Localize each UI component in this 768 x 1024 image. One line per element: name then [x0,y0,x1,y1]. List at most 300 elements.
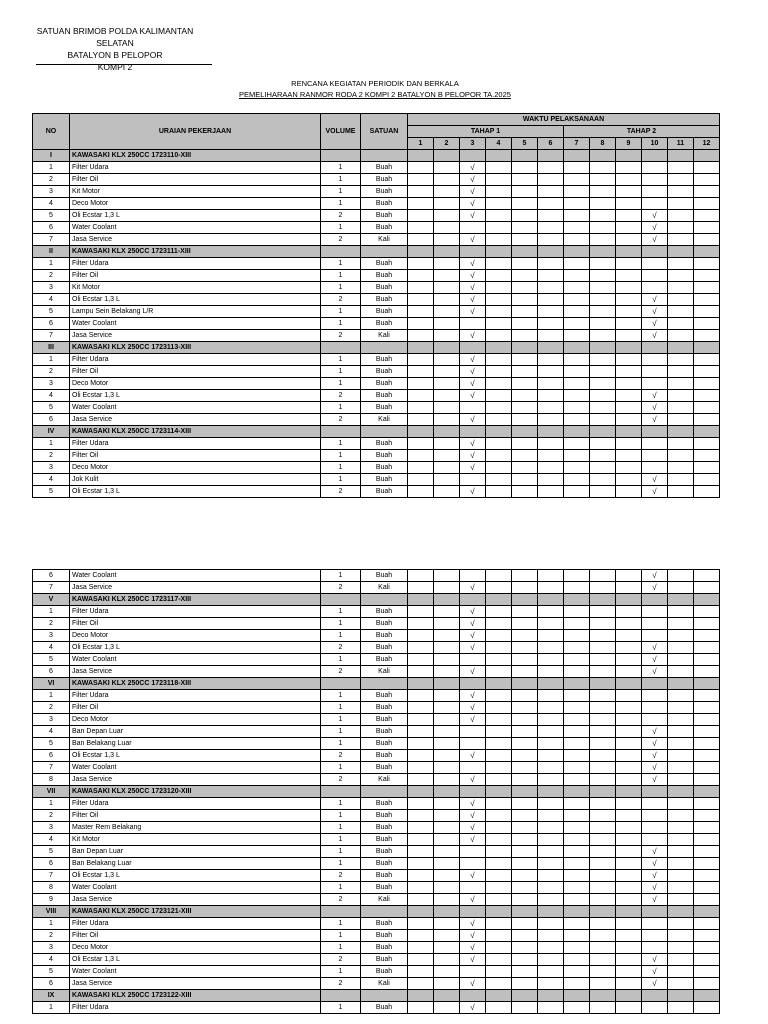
item-number: 7 [33,762,70,774]
month-cell-2 [434,630,460,642]
month-cell-6 [538,822,564,834]
check-mark-month-10: √ [642,330,668,342]
item-description: Filter Udara [70,798,321,810]
empty-cell [460,678,486,690]
empty-cell [590,150,616,162]
month-cell-1 [408,654,434,666]
month-cell-1 [408,978,434,990]
month-cell-2 [434,774,460,786]
empty-cell [321,342,361,354]
month-cell-4 [486,1002,512,1014]
month-cell-1 [408,198,434,210]
month-cell-2 [434,366,460,378]
month-cell-12 [694,666,720,678]
item-description: Filter Udara [70,162,321,174]
check-mark-month-10: √ [642,774,668,786]
check-mark-month-3: √ [460,918,486,930]
month-cell-12 [694,642,720,654]
empty-cell [590,786,616,798]
month-cell-3 [460,222,486,234]
month-cell-4 [486,942,512,954]
month-cell-11 [668,870,694,882]
month-cell-4 [486,714,512,726]
month-cell-10 [642,258,668,270]
month-cell-2 [434,870,460,882]
table-row [33,666,720,678]
item-unit: Buah [361,858,408,870]
month-cell-1 [408,918,434,930]
item-number: 5 [33,306,70,318]
item-number: 6 [33,222,70,234]
item-number: 7 [33,870,70,882]
month-cell-9 [616,870,642,882]
month-cell-1 [408,618,434,630]
empty-cell [564,594,590,606]
item-unit: Buah [361,486,408,498]
item-unit: Buah [361,474,408,486]
check-mark-month-3: √ [460,954,486,966]
month-cell-8 [590,366,616,378]
month-cell-2 [434,282,460,294]
month-cell-9 [616,390,642,402]
item-volume: 2 [321,666,361,678]
item-volume: 1 [321,1002,361,1014]
month-cell-6 [538,282,564,294]
empty-cell [408,594,434,606]
item-description: Filter Oil [70,810,321,822]
month-cell-9 [616,198,642,210]
month-cell-9 [616,378,642,390]
item-description: Jasa Service [70,582,321,594]
month-cell-11 [668,918,694,930]
item-number: 4 [33,294,70,306]
item-description: Ban Belakang Luar [70,858,321,870]
empty-cell [486,594,512,606]
table-row [33,702,720,714]
check-mark-month-3: √ [460,630,486,642]
month-cell-5 [512,366,538,378]
month-cell-8 [590,798,616,810]
month-cell-6 [538,438,564,450]
item-description: Jok Kulit [70,474,321,486]
empty-cell [486,342,512,354]
month-cell-1 [408,882,434,894]
section-vehicle-name: KAWASAKI KLX 250CC 1723118-XIII [70,678,321,690]
month-cell-7 [564,738,590,750]
item-volume: 1 [321,834,361,846]
month-cell-9 [616,750,642,762]
month-cell-6 [538,318,564,330]
item-unit: Buah [361,942,408,954]
item-number: 6 [33,858,70,870]
table-row [33,438,720,450]
item-description: Deco Motor [70,198,321,210]
month-cell-4 [486,186,512,198]
item-number: 6 [33,318,70,330]
month-cell-11 [668,714,694,726]
item-unit: Buah [361,606,408,618]
table-row [33,966,720,978]
month-cell-11 [668,834,694,846]
item-description: Water Coolant [70,318,321,330]
month-cell-12 [694,582,720,594]
month-cell-5 [512,402,538,414]
month-cell-1 [408,702,434,714]
month-cell-2 [434,822,460,834]
month-cell-8 [590,774,616,786]
item-volume: 1 [321,306,361,318]
item-description: Water Coolant [70,570,321,582]
month-cell-5 [512,186,538,198]
month-cell-2 [434,654,460,666]
section-row [33,246,720,258]
empty-cell [486,426,512,438]
item-unit: Buah [361,798,408,810]
item-volume: 2 [321,390,361,402]
month-cell-7 [564,330,590,342]
month-cell-10 [642,354,668,366]
month-cell-12 [694,870,720,882]
month-cell-9 [616,282,642,294]
empty-cell [616,594,642,606]
month-cell-10 [642,798,668,810]
month-header-7: 7 [564,138,590,150]
month-cell-6 [538,582,564,594]
check-mark-month-3: √ [460,174,486,186]
empty-cell [434,246,460,258]
col-volume-header: VOLUME [321,114,361,150]
empty-cell [694,342,720,354]
item-unit: Buah [361,618,408,630]
month-cell-11 [668,258,694,270]
month-cell-2 [434,270,460,282]
month-cell-8 [590,978,616,990]
month-cell-5 [512,162,538,174]
month-cell-8 [590,822,616,834]
item-unit: Buah [361,690,408,702]
check-mark-month-10: √ [642,210,668,222]
table-row [33,390,720,402]
month-cell-2 [434,954,460,966]
month-cell-6 [538,294,564,306]
month-cell-4 [486,282,512,294]
org-underline [36,64,212,65]
item-description: Jasa Service [70,978,321,990]
empty-cell [434,594,460,606]
month-cell-8 [590,582,616,594]
empty-cell [590,678,616,690]
empty-cell [564,906,590,918]
check-mark-month-10: √ [642,954,668,966]
check-mark-month-3: √ [460,870,486,882]
month-cell-8 [590,942,616,954]
month-cell-5 [512,690,538,702]
empty-cell [361,150,408,162]
month-cell-1 [408,366,434,378]
month-cell-8 [590,438,616,450]
check-mark-month-3: √ [460,690,486,702]
month-cell-7 [564,726,590,738]
table-row [33,714,720,726]
item-description: Filter Oil [70,618,321,630]
empty-cell [408,906,434,918]
month-cell-12 [694,966,720,978]
month-cell-9 [616,822,642,834]
month-cell-9 [616,774,642,786]
item-unit: Buah [361,702,408,714]
month-cell-9 [616,954,642,966]
month-cell-4 [486,726,512,738]
month-cell-4 [486,834,512,846]
empty-cell [408,990,434,1002]
month-cell-4 [486,306,512,318]
month-cell-12 [694,234,720,246]
table-row [33,414,720,426]
month-cell-10 [642,810,668,822]
month-header-1: 1 [408,138,434,150]
check-mark-month-3: √ [460,486,486,498]
check-mark-month-3: √ [460,366,486,378]
month-cell-9 [616,318,642,330]
month-cell-5 [512,174,538,186]
month-cell-6 [538,798,564,810]
table-row [33,366,720,378]
month-cell-3 [460,318,486,330]
month-cell-5 [512,714,538,726]
month-cell-12 [694,894,720,906]
empty-cell [434,786,460,798]
table-row [33,882,720,894]
section-vehicle-name: KAWASAKI KLX 250CC 1723113-XIII [70,342,321,354]
month-cell-9 [616,570,642,582]
month-cell-11 [668,570,694,582]
item-description: Filter Udara [70,918,321,930]
month-cell-1 [408,318,434,330]
month-cell-4 [486,222,512,234]
item-number: 3 [33,630,70,642]
month-cell-11 [668,294,694,306]
month-cell-5 [512,474,538,486]
item-volume: 1 [321,762,361,774]
item-unit: Buah [361,726,408,738]
check-mark-month-3: √ [460,750,486,762]
month-cell-7 [564,450,590,462]
col-waktu-header: WAKTU PELAKSANAAN [408,114,720,126]
check-mark-month-10: √ [642,402,668,414]
item-number: 4 [33,474,70,486]
item-volume: 2 [321,978,361,990]
check-mark-month-10: √ [642,486,668,498]
table-row [33,354,720,366]
empty-cell [361,594,408,606]
month-cell-4 [486,774,512,786]
month-cell-1 [408,954,434,966]
section-number: VII [33,786,70,798]
item-description: Deco Motor [70,714,321,726]
item-description: Oli Ecstar 1,3 L [70,390,321,402]
month-cell-5 [512,918,538,930]
month-cell-11 [668,486,694,498]
month-cell-8 [590,846,616,858]
section-vehicle-name: KAWASAKI KLX 250CC 1723121-XIII [70,906,321,918]
month-cell-1 [408,162,434,174]
item-volume: 1 [321,630,361,642]
month-cell-4 [486,162,512,174]
month-cell-3 [460,654,486,666]
month-cell-8 [590,198,616,210]
month-cell-8 [590,354,616,366]
month-cell-5 [512,750,538,762]
section-vehicle-name: KAWASAKI KLX 250CC 1723114-XIII [70,426,321,438]
month-cell-8 [590,966,616,978]
month-cell-11 [668,378,694,390]
item-unit: Buah [361,930,408,942]
empty-cell [460,426,486,438]
month-cell-12 [694,858,720,870]
month-cell-11 [668,234,694,246]
empty-cell [590,342,616,354]
month-cell-9 [616,402,642,414]
month-cell-4 [486,690,512,702]
month-cell-9 [616,174,642,186]
empty-cell [694,426,720,438]
org-line-2: BATALYON B PELOPOR [67,50,163,60]
month-cell-5 [512,702,538,714]
month-cell-8 [590,606,616,618]
section-vehicle-name: KAWASAKI KLX 250CC 1723110-XIII [70,150,321,162]
month-cell-12 [694,366,720,378]
item-unit: Buah [361,714,408,726]
item-number: 3 [33,378,70,390]
month-cell-12 [694,762,720,774]
month-cell-4 [486,378,512,390]
item-volume: 1 [321,462,361,474]
month-cell-7 [564,714,590,726]
empty-cell [616,150,642,162]
month-cell-5 [512,846,538,858]
month-cell-7 [564,306,590,318]
month-cell-12 [694,606,720,618]
check-mark-month-3: √ [460,270,486,282]
item-unit: Buah [361,870,408,882]
month-cell-10 [642,918,668,930]
item-number: 1 [33,258,70,270]
empty-cell [486,678,512,690]
month-cell-2 [434,306,460,318]
month-cell-2 [434,378,460,390]
month-cell-7 [564,762,590,774]
table-row [33,858,720,870]
month-cell-10 [642,618,668,630]
month-cell-2 [434,438,460,450]
item-unit: Buah [361,462,408,474]
month-cell-2 [434,450,460,462]
empty-cell [590,906,616,918]
check-mark-month-3: √ [460,606,486,618]
month-cell-7 [564,630,590,642]
month-cell-8 [590,414,616,426]
month-cell-8 [590,618,616,630]
month-cell-12 [694,930,720,942]
month-cell-12 [694,978,720,990]
month-cell-5 [512,330,538,342]
empty-cell [668,342,694,354]
month-cell-6 [538,462,564,474]
table-row [33,978,720,990]
month-cell-6 [538,642,564,654]
item-description: Filter Udara [70,438,321,450]
month-cell-12 [694,474,720,486]
month-cell-7 [564,774,590,786]
table-row [33,474,720,486]
month-cell-1 [408,822,434,834]
item-unit: Kali [361,774,408,786]
item-description: Oli Ecstar 1,3 L [70,294,321,306]
check-mark-month-10: √ [642,846,668,858]
item-unit: Kali [361,978,408,990]
month-cell-2 [434,258,460,270]
section-number: II [33,246,70,258]
month-cell-11 [668,690,694,702]
item-description: Filter Udara [70,690,321,702]
check-mark-month-3: √ [460,234,486,246]
month-cell-2 [434,222,460,234]
month-cell-4 [486,930,512,942]
month-header-9: 9 [616,138,642,150]
month-cell-5 [512,870,538,882]
empty-cell [616,990,642,1002]
empty-cell [564,786,590,798]
item-description: Deco Motor [70,942,321,954]
empty-cell [668,906,694,918]
month-cell-5 [512,294,538,306]
month-cell-7 [564,354,590,366]
month-cell-6 [538,174,564,186]
item-volume: 1 [321,318,361,330]
month-cell-1 [408,438,434,450]
month-cell-4 [486,570,512,582]
item-description: Oli Ecstar 1,3 L [70,210,321,222]
empty-cell [564,342,590,354]
check-mark-month-10: √ [642,870,668,882]
item-volume: 1 [321,654,361,666]
month-cell-11 [668,846,694,858]
empty-cell [616,678,642,690]
month-cell-3 [460,846,486,858]
item-description: Deco Motor [70,630,321,642]
check-mark-month-3: √ [460,414,486,426]
month-cell-6 [538,714,564,726]
month-cell-5 [512,954,538,966]
month-cell-2 [434,162,460,174]
table-row [33,402,720,414]
item-number: 3 [33,822,70,834]
month-cell-8 [590,210,616,222]
check-mark-month-10: √ [642,654,668,666]
table-row [33,198,720,210]
table-row [33,834,720,846]
table-row [33,654,720,666]
month-cell-9 [616,762,642,774]
empty-cell [642,678,668,690]
month-cell-9 [616,690,642,702]
month-cell-12 [694,942,720,954]
month-cell-8 [590,642,616,654]
check-mark-month-10: √ [642,726,668,738]
month-cell-7 [564,294,590,306]
month-cell-7 [564,954,590,966]
month-cell-9 [616,798,642,810]
